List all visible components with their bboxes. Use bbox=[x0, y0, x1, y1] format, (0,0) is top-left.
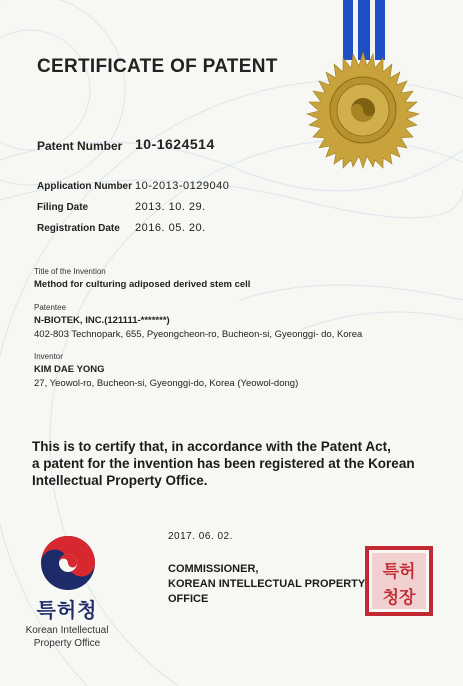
commissioner-office: KOREAN INTELLECTUAL PROPERTY OFFICE bbox=[168, 578, 365, 605]
office-name-line-1: Korean Intellectual bbox=[25, 625, 109, 636]
certification-line-2: a patent for the invention has been registered at the Korean bbox=[32, 456, 415, 471]
patent-number-label: Patent Number bbox=[37, 139, 123, 153]
commissioner-title: COMMISSIONER, bbox=[168, 563, 259, 575]
certification-line-3: Intellectual Property Office. bbox=[32, 473, 208, 488]
certification-statement bbox=[32, 438, 432, 489]
issue-date: 2017. 06. 02. bbox=[168, 531, 233, 542]
gold-seal bbox=[303, 50, 423, 170]
invention-title-label: Title of the Invention bbox=[34, 267, 106, 276]
kipo-logo bbox=[40, 535, 96, 591]
inventor-address: 27, Yeowol-ro, Bucheon-si, Gyeonggi-do, Korea (Yeowol-dong) bbox=[34, 378, 299, 389]
certification-line-1: This is to certify that, in accordance with the Patent Act, bbox=[32, 439, 391, 454]
office-name bbox=[18, 624, 116, 650]
filing-date-label: Filing Date bbox=[37, 202, 89, 213]
office-korean-name: 특허청 bbox=[36, 600, 98, 622]
office-name-line-2: Property Office bbox=[33, 638, 101, 649]
filing-date: 2013. 10. 29. bbox=[135, 201, 206, 213]
application-number: 10-2013-0129040 bbox=[135, 180, 230, 192]
invention-title: Method for culturing adiposed derived stem cell bbox=[34, 279, 251, 290]
patentee-name: N-BIOTEK, INC.(121111-*******) bbox=[34, 315, 170, 326]
patentee-address: 402-803 Technopark, 655, Pyeongcheon-ro, Bucheon-si, Gyeonggi- do, Korea bbox=[34, 329, 363, 340]
official-seal-stamp bbox=[364, 545, 434, 617]
seal-text-bottom: 청장 bbox=[382, 588, 416, 608]
seal-text-top: 특허 bbox=[382, 562, 416, 582]
patentee-label: Patentee bbox=[34, 303, 67, 312]
inventor-name: KIM DAE YONG bbox=[34, 364, 105, 375]
registration-date-label: Registration Date bbox=[37, 223, 120, 234]
inventor-label: Inventor bbox=[34, 352, 63, 361]
certificate-title: CERTIFICATE OF PATENT bbox=[37, 56, 278, 77]
patent-number: 10-1624514 bbox=[135, 136, 215, 152]
registration-date: 2016. 05. 20. bbox=[135, 222, 206, 234]
application-number-label: Application Number bbox=[37, 181, 133, 192]
